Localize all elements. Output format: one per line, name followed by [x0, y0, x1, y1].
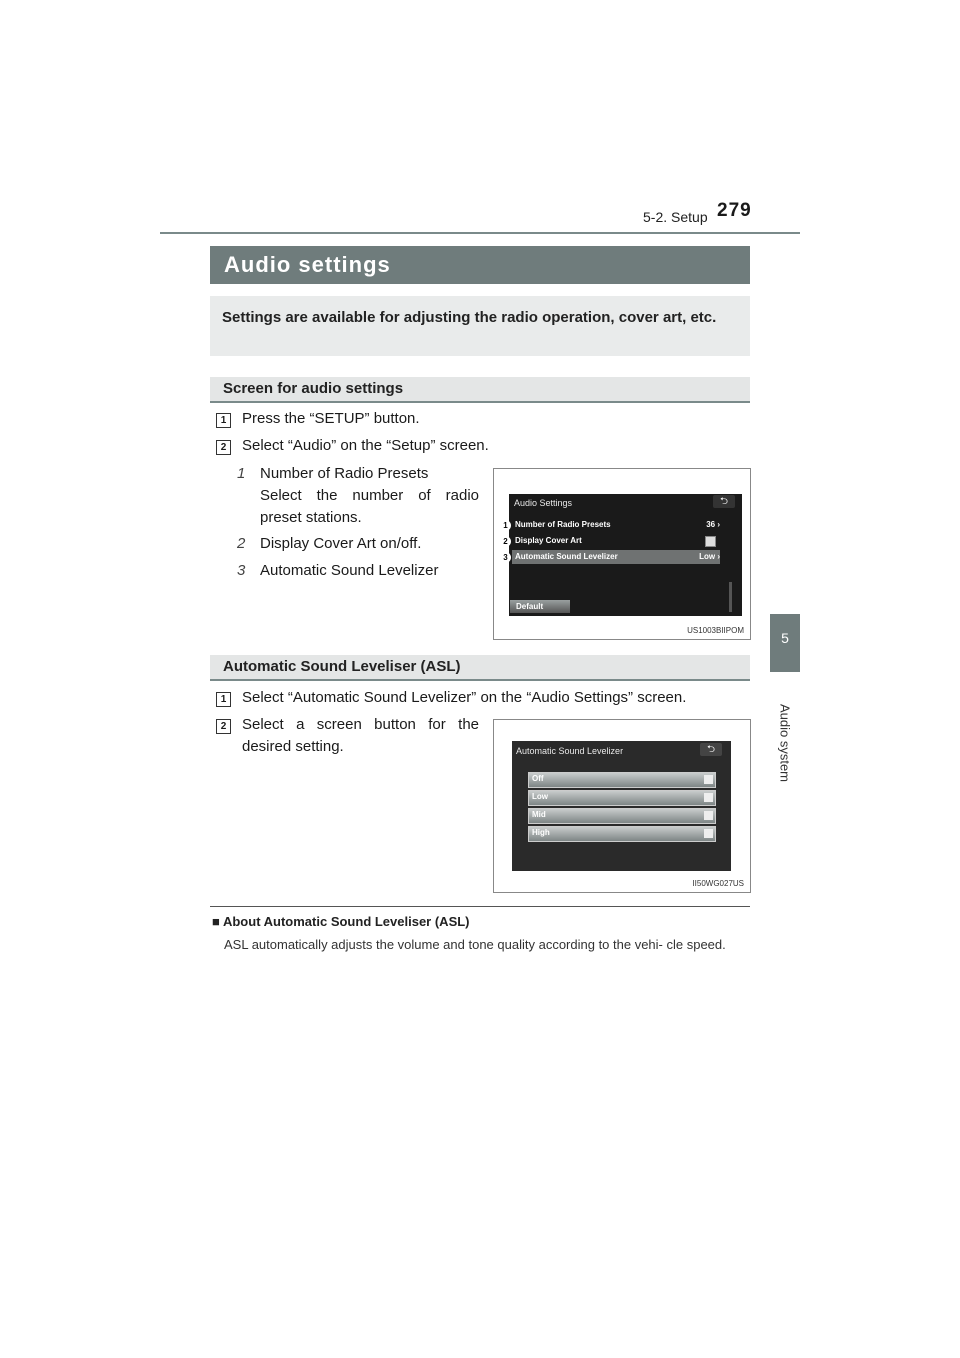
- chapter-number: 5: [781, 630, 789, 646]
- list-item: [512, 518, 720, 532]
- scrollbar: [729, 582, 732, 612]
- screenshot-audio-settings: [509, 494, 742, 616]
- step-text: Select a screen button for the: [242, 716, 479, 733]
- note-heading: ■ About Automatic Sound Leveliser (ASL): [212, 914, 470, 929]
- item-title: Display Cover Art on/off.: [260, 535, 422, 552]
- step-number: 1: [216, 692, 231, 707]
- item-description: preset stations.: [260, 509, 362, 526]
- screenshot-asl: [512, 741, 731, 871]
- figure-caption: II50WG027US: [692, 879, 744, 888]
- screen-title: Automatic Sound Levelizer: [516, 746, 624, 756]
- header-rule: [160, 232, 800, 234]
- intro-text: Settings are available for adjusting the radio operation, cover art, etc.: [222, 309, 717, 326]
- item-number: 3: [237, 562, 246, 579]
- page-title: Audio settings: [224, 252, 391, 277]
- option-label: Low: [532, 792, 548, 801]
- step-text: desired setting.: [242, 738, 344, 755]
- step-number: 2: [216, 440, 231, 455]
- option-label: High: [532, 828, 550, 837]
- figure-asl: [493, 719, 751, 893]
- chapter-side-label: [770, 676, 800, 810]
- row-label: Number of Radio Presets: [515, 520, 611, 529]
- section-label: 5-2. Setup: [643, 209, 708, 225]
- section-heading-text: Automatic Sound Leveliser (ASL): [223, 658, 461, 675]
- figure-audio-settings: [493, 468, 751, 640]
- step-text: Press the “SETUP” button.: [242, 410, 420, 427]
- step-text: Select “Automatic Sound Levelizer” on the “Audio Settings” screen.: [242, 689, 687, 706]
- option-low-button: [528, 790, 716, 806]
- item-description: Select the number of radio: [260, 487, 479, 504]
- list-item: [512, 534, 720, 548]
- option-off-button: [528, 772, 716, 788]
- item-number: 2: [237, 535, 246, 552]
- row-value: Low ›: [699, 552, 720, 561]
- chapter-title: Audio system: [777, 703, 793, 783]
- step-number: 2: [216, 719, 231, 734]
- screen-title: Audio Settings: [514, 498, 573, 508]
- callout-marker: 2: [500, 536, 511, 547]
- figure-caption: US1003BIIPOM: [687, 626, 744, 635]
- option-high-button: [528, 826, 716, 842]
- item-title: Automatic Sound Levelizer: [260, 562, 439, 579]
- row-label: Display Cover Art: [515, 536, 582, 545]
- back-icon: ⮌: [713, 495, 735, 508]
- option-label: Mid: [532, 810, 546, 819]
- section-heading-text: Screen for audio settings: [223, 380, 404, 397]
- callout-marker: 1: [500, 520, 511, 531]
- checkbox-icon: [704, 829, 713, 838]
- chapter-tab: [770, 614, 800, 672]
- checkbox-icon: [705, 536, 716, 547]
- option-mid-button: [528, 808, 716, 824]
- checkbox-icon: [704, 775, 713, 784]
- section-heading-screen: [210, 377, 750, 403]
- intro-box: [210, 296, 750, 356]
- note-rule: [210, 906, 750, 907]
- callout-marker: 3: [500, 552, 511, 563]
- item-number: 1: [237, 465, 246, 482]
- list-item: [512, 550, 720, 564]
- checkbox-icon: [704, 793, 713, 802]
- row-label: Automatic Sound Levelizer: [515, 552, 618, 561]
- step-number: 1: [216, 413, 231, 428]
- item-title: Number of Radio Presets: [260, 465, 429, 482]
- section-heading-asl: [210, 655, 750, 681]
- step-text: Select “Audio” on the “Setup” screen.: [242, 437, 489, 454]
- row-value: 36 ›: [706, 520, 720, 529]
- page-title-bar: [210, 246, 750, 284]
- page-number: 279: [717, 200, 752, 221]
- note-body: ASL automatically adjusts the volume and tone quality according to the vehi- cle speed.: [224, 937, 726, 952]
- back-icon: ⮌: [700, 743, 722, 756]
- default-button: Default: [510, 600, 570, 613]
- option-label: Off: [532, 774, 544, 783]
- checkbox-icon: [704, 811, 713, 820]
